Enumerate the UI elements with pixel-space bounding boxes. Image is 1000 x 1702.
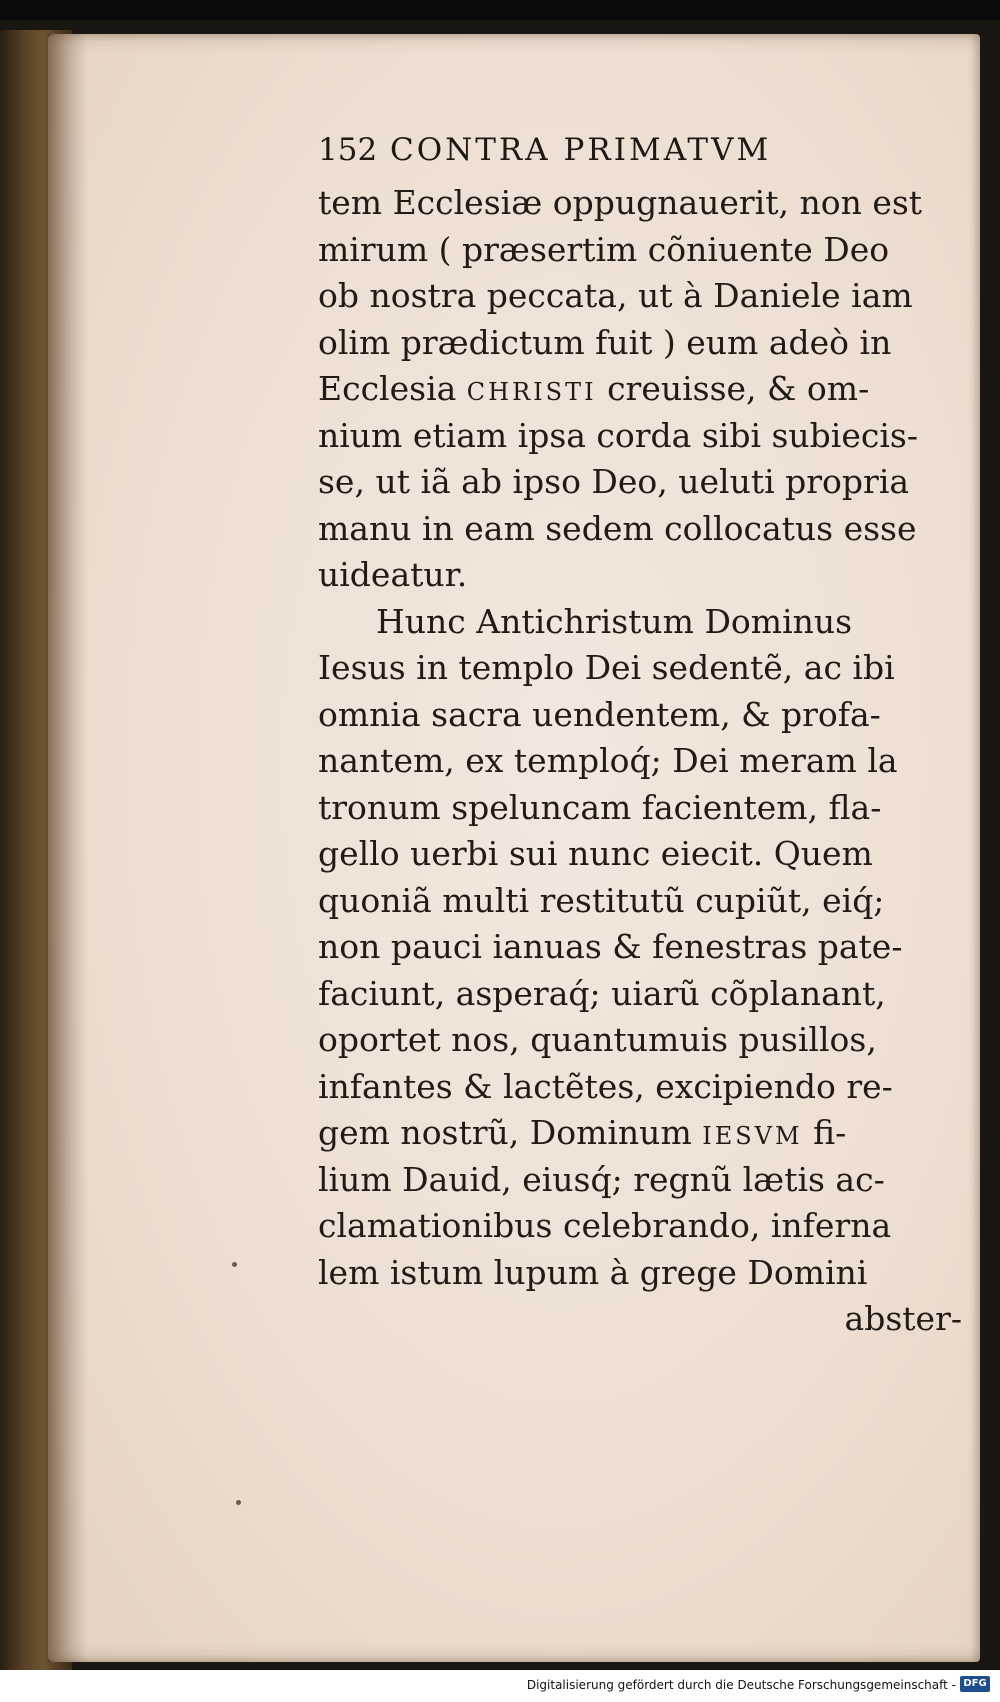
text-line: non pauci ianuas & fenestras pate- bbox=[318, 927, 903, 966]
text-line: faciunt, asperaq́; uiarũ cõplanant, bbox=[318, 973, 886, 1013]
text-line: Iesus in templo Dei sedentẽ, ac ibi bbox=[318, 648, 895, 687]
text-line: olim prædictum fuit ) eum adeò in bbox=[318, 322, 892, 362]
text-line: se, ut iã ab ipso Deo, ueluti propria bbox=[318, 462, 910, 501]
text-line bbox=[318, 1110, 970, 1157]
text-line: tem Ecclesiæ oppugnauerit, non est bbox=[318, 183, 923, 222]
text-line: gello uerbi sui nunc eiecit. Quem bbox=[318, 834, 873, 873]
text-segment: gem nostrũ, Dominum bbox=[318, 1113, 703, 1152]
dfg-logo: DFG bbox=[960, 1676, 990, 1692]
text-line bbox=[318, 366, 970, 413]
page-body-text bbox=[318, 180, 970, 1343]
text-line: lem istum lupum à grege Domini bbox=[318, 1252, 868, 1292]
page-gutter-shadow bbox=[48, 34, 88, 1662]
scan-top-border bbox=[0, 0, 1000, 20]
small-caps-name: CHRISTI bbox=[466, 378, 597, 406]
text-line: clamationibus celebrando, inferna bbox=[318, 1206, 892, 1245]
page-header bbox=[318, 128, 908, 172]
text-line: nium etiam ipsa corda sibi subiecis- bbox=[318, 415, 919, 455]
page-speck bbox=[236, 1500, 241, 1505]
text-line: infantes & lactẽtes, excipiendo re- bbox=[318, 1066, 893, 1106]
page-speck bbox=[232, 1262, 237, 1267]
text-line: lium Dauid, eiusq́; regnũ lætis ac- bbox=[318, 1159, 885, 1199]
text-line: tronum speluncam facientem, fla- bbox=[318, 787, 882, 827]
text-line: uideatur. bbox=[318, 555, 468, 594]
text-line: mirum ( præsertim cõniuente Deo bbox=[318, 229, 890, 269]
paragraph-start-line: Hunc Antichristum Dominus bbox=[376, 601, 853, 641]
text-line: quoniã multi restitutũ cupiũt, eiq́; bbox=[318, 880, 885, 920]
text-line: manu in eam sedem collocatus esse bbox=[318, 508, 917, 548]
text-line: nantem, ex temploq́; Dei meram la bbox=[318, 741, 898, 780]
digitization-credit: Digitalisierung gefördert durch die Deutsche Forschungsgemeinschaft - bbox=[526, 1678, 956, 1692]
text-line: omnia sacra uendentem, & profa- bbox=[318, 694, 881, 734]
small-caps-name: IESVM bbox=[702, 1122, 803, 1150]
text-segment: creuisse, & om- bbox=[596, 369, 870, 408]
page-number: 152 bbox=[318, 132, 378, 168]
text-line: oportet nos, quantumuis pusillos, bbox=[318, 1020, 877, 1059]
text-segment: fi- bbox=[802, 1113, 847, 1152]
running-head: CONTRA PRIMATVM bbox=[390, 132, 772, 168]
text-line: ob nostra peccata, ut à Daniele iam bbox=[318, 276, 913, 315]
text-segment: Ecclesia bbox=[318, 369, 467, 408]
catchword: abster- bbox=[844, 1299, 962, 1338]
